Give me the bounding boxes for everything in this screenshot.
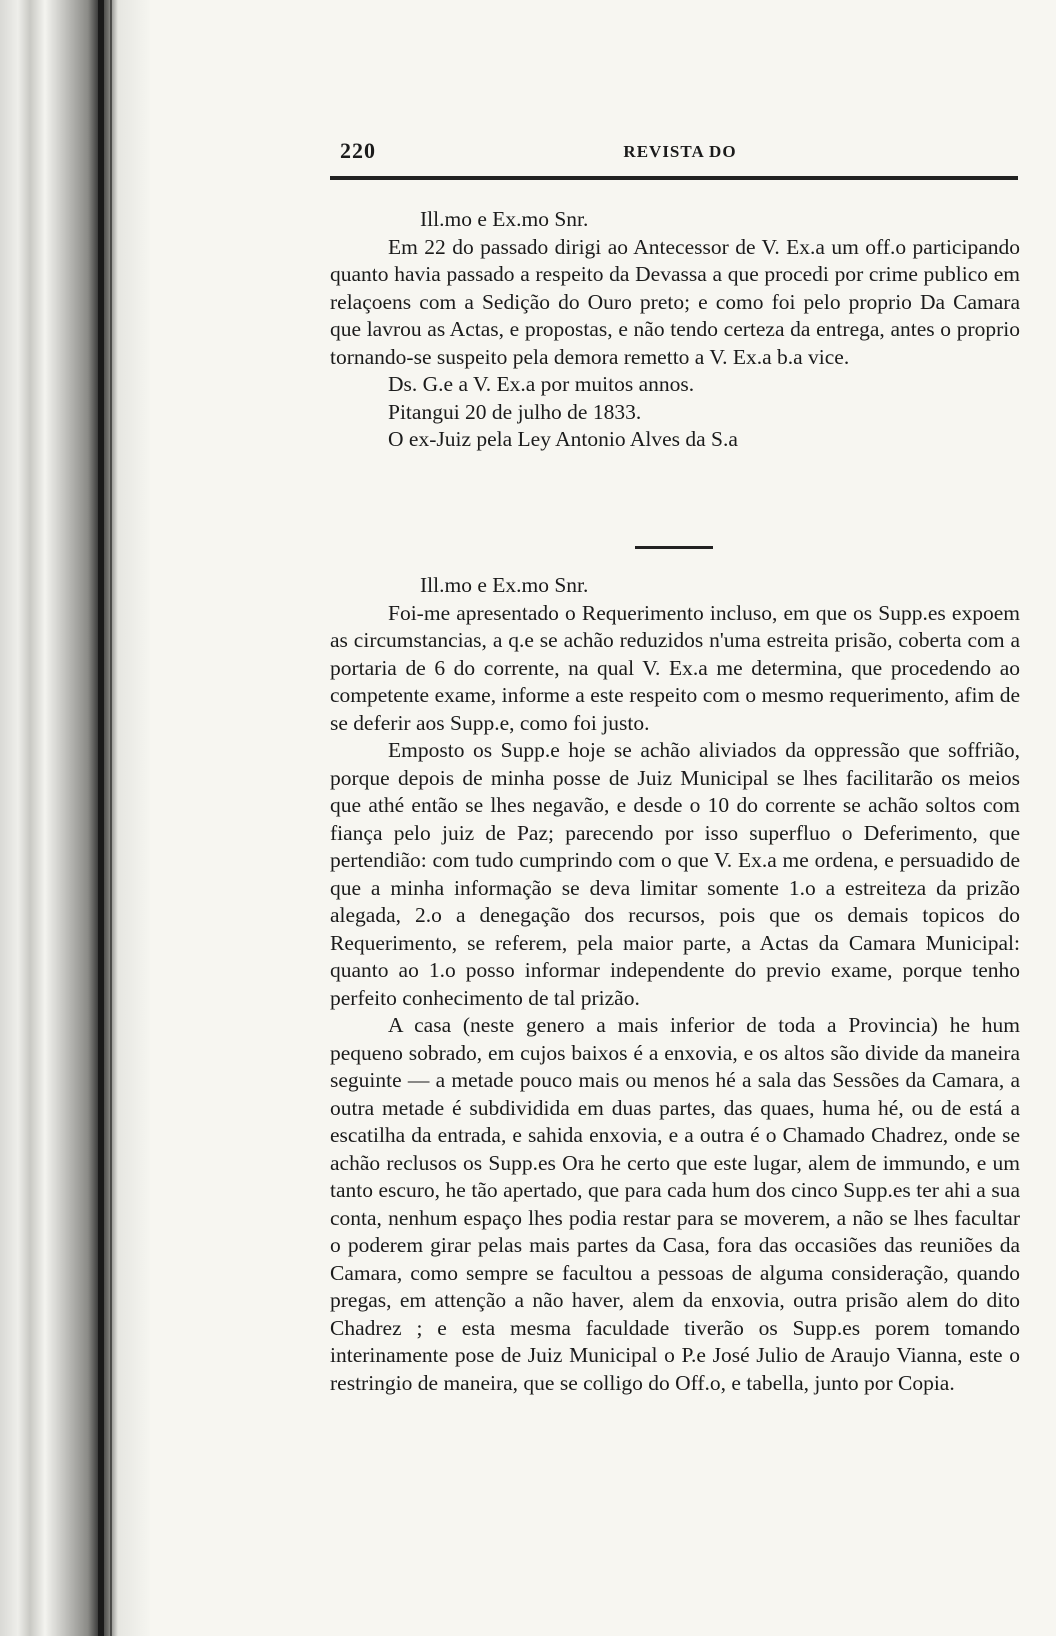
letter-1-salutation: Ill.mo e Ex.mo Snr. [420, 207, 589, 231]
page-number: 220 [340, 138, 376, 163]
letter-2-paragraph: Emposto os Supp.e hoje se achão aliviados da oppressão que soffrião, porque depois de minha posse de Juiz Municipal se lhes facilitarão os meios que athé então se lhes negavão, e desde o 10 do corrente se achão soltos com fiança pelo juiz de Paz; parecendo por isso superfluo o Deferimento, que pertendião: com tudo cumprindo com o que V. Ex.a me ordena, e persuadido de que a minha informação se deva limitar somente 1.o a estreiteza da prizão alegada, 2.o a denegação dos recursos, pois que os demais topicos do Requerimento, se referem, pela maior parte, a Actas da Camara Municipal: quanto ao 1.o posso informar independente do previo exame, porque tenho perfeito conhecimento de tal prizão. [330, 738, 1020, 1010]
section-separator [635, 546, 713, 549]
running-head [340, 138, 1020, 168]
letter-2-salutation: Ill.mo e Ex.mo Snr. [420, 573, 589, 597]
letter-1 [330, 206, 1020, 454]
letter-1-place-date: Pitangui 20 de julho de 1833. [388, 399, 642, 424]
book-page [330, 0, 1030, 1636]
letter-2-paragraph: Foi-me apresentado o Requerimento incluso, em que os Supp.es expoem as circumstancias, a q.e se achão reduzidos n'uma estreita prisão, coberta com a portaria de 6 do corrente, na qual V. Ex.a me determina, que procedendo ao competente exame, informe a este respeito com o mesmo requerimento, afim de se deferir aos Supp.e, como foi justo. [330, 600, 1020, 735]
binding-edge-line [98, 0, 104, 1636]
letter-2 [330, 572, 1020, 1397]
letter-1-body: Em 22 do passado dirigi ao Antecessor de V. Ex.a um off.o participando quanto havia passado a respeito da Devassa a que procedi por crime publico em relaçoens com a Sedição do Ouro preto; e como foi pelo proprio Da Camara que lavrou as Actas, e propostas, e não tendo certeza da entrega, antes o proprio tornando-se suspeito pela demora remetto a V. Ex.a b.a vice. [330, 234, 1020, 369]
book-binding-gutter [0, 0, 150, 1636]
letter-1-closing: Ds. G.e a V. Ex.a por muitos annos. [388, 372, 695, 396]
running-title: REVISTA DO [623, 142, 737, 161]
binding-edge-line [110, 0, 112, 1636]
letter-1-signature: O ex-Juiz pela Ley Antonio Alves da S.a [388, 427, 738, 451]
header-rule [330, 176, 1018, 180]
letter-2-paragraph: A casa (neste genero a mais inferior de toda a Provincia) he hum pequeno sobrado, em cujos baixos é a enxovia, e os altos são divide da maneira seguinte — a metade pouco mais ou menos hé a sala das Sessões da Camara, a outra metade é subdividida em duas partes, das quaes, huma hé, ou de está a escatilha da entrada, e sahida enxovia, e a outra é o Chamado Chadrez, onde se achão reclusos os Supp.es Ora he certo que este lugar, alem de immundo, e um tanto escuro, he tão apertado, que para cada hum dos cinco Supp.es ter ahi a sua conta, nenhum espaço lhes podia restar para se moverem, a não se lhes facultar o poderem girar pelas mais partes da Casa, fora das occasiões das reuniões da Camara, como sempre se facultou a pessoas de alguma consideração, quando pregas, em attenção a não haver, alem da enxovia, outra prisão alem do dito Chadrez ; e esta mesma faculdade tiverão os Supp.es porem tomando interinamente pose de Juiz Municipal o P.e José Julio de Araujo Vianna, este o restringio de maneira, que se colligo do Off.o, e tabella, junto por Copia. [330, 1013, 1020, 1395]
